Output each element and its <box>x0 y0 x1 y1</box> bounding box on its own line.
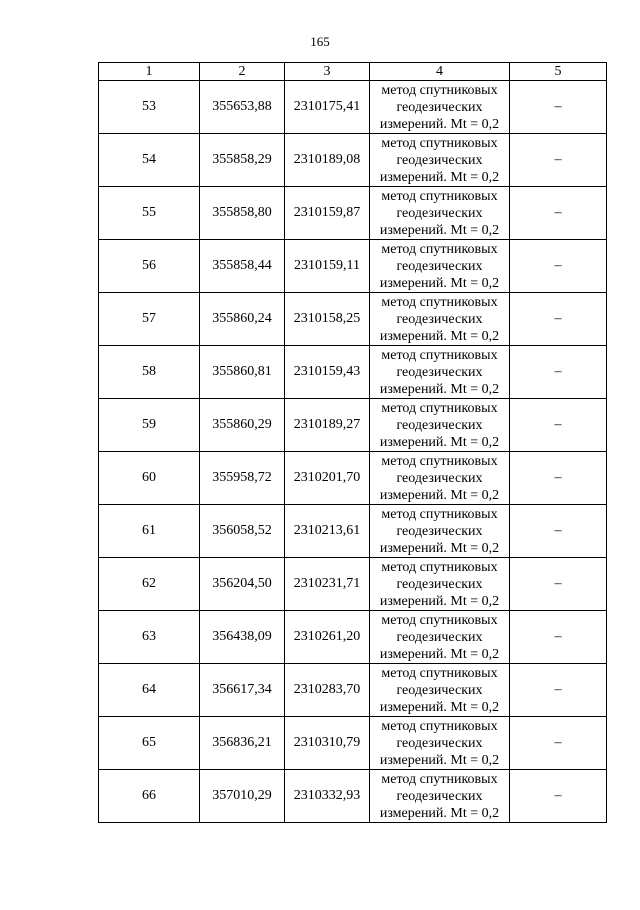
point-number-cell: 60 <box>99 452 200 505</box>
method-cell <box>370 346 510 399</box>
table-row <box>99 293 607 346</box>
note-cell: – <box>510 81 607 134</box>
method-cell <box>370 770 510 823</box>
point-number-cell: 63 <box>99 611 200 664</box>
table-row <box>99 664 607 717</box>
note-cell: – <box>510 240 607 293</box>
y-coordinate-cell: 2310189,27 <box>285 399 370 452</box>
method-line: геодезических <box>396 152 483 168</box>
table-row <box>99 240 607 293</box>
x-coordinate-cell: 356204,50 <box>200 558 285 611</box>
method-line: геодезических <box>396 470 483 486</box>
method-line: геодезических <box>396 205 483 221</box>
point-number-cell: 55 <box>99 187 200 240</box>
y-coordinate-cell: 2310159,11 <box>285 240 370 293</box>
note-cell: – <box>510 664 607 717</box>
method-line: геодезических <box>396 311 483 327</box>
point-number-cell: 59 <box>99 399 200 452</box>
table-row <box>99 717 607 770</box>
y-coordinate-cell: 2310231,71 <box>285 558 370 611</box>
method-line: измерений. Mt = 0,2 <box>379 646 500 662</box>
method-line: измерений. Mt = 0,2 <box>379 328 500 344</box>
point-number-cell: 66 <box>99 770 200 823</box>
method-cell <box>370 399 510 452</box>
method-line: измерений. Mt = 0,2 <box>379 752 500 768</box>
table-row <box>99 611 607 664</box>
note-cell: – <box>510 452 607 505</box>
method-line: метод спутниковых <box>381 347 498 363</box>
method-line: измерений. Mt = 0,2 <box>379 593 500 609</box>
column-header-1: 1 <box>99 63 200 81</box>
x-coordinate-cell: 356617,34 <box>200 664 285 717</box>
table-row <box>99 81 607 134</box>
y-coordinate-cell: 2310213,61 <box>285 505 370 558</box>
table-row <box>99 452 607 505</box>
y-coordinate-cell: 2310175,41 <box>285 81 370 134</box>
method-line: метод спутниковых <box>381 400 498 416</box>
table-row <box>99 558 607 611</box>
method-line: измерений. Mt = 0,2 <box>379 540 500 556</box>
point-number-cell: 53 <box>99 81 200 134</box>
x-coordinate-cell: 357010,29 <box>200 770 285 823</box>
note-cell: – <box>510 134 607 187</box>
point-number-cell: 61 <box>99 505 200 558</box>
x-coordinate-cell: 355860,81 <box>200 346 285 399</box>
y-coordinate-cell: 2310159,43 <box>285 346 370 399</box>
method-line: метод спутниковых <box>381 665 498 681</box>
method-cell <box>370 505 510 558</box>
point-number-cell: 65 <box>99 717 200 770</box>
method-line: геодезических <box>396 788 483 804</box>
method-cell <box>370 134 510 187</box>
x-coordinate-cell: 355860,24 <box>200 293 285 346</box>
method-line: измерений. Mt = 0,2 <box>379 116 500 132</box>
method-cell <box>370 664 510 717</box>
method-line: метод спутниковых <box>381 612 498 628</box>
method-cell <box>370 187 510 240</box>
method-line: метод спутниковых <box>381 241 498 257</box>
table-row <box>99 134 607 187</box>
method-line: метод спутниковых <box>381 453 498 469</box>
column-header-3: 3 <box>285 63 370 81</box>
method-line: измерений. Mt = 0,2 <box>379 381 500 397</box>
y-coordinate-cell: 2310332,93 <box>285 770 370 823</box>
note-cell: – <box>510 717 607 770</box>
method-cell <box>370 240 510 293</box>
method-line: метод спутниковых <box>381 188 498 204</box>
method-line: измерений. Mt = 0,2 <box>379 222 500 238</box>
method-line: геодезических <box>396 735 483 751</box>
method-line: измерений. Mt = 0,2 <box>379 487 500 503</box>
method-cell <box>370 81 510 134</box>
method-line: метод спутниковых <box>381 135 498 151</box>
note-cell: – <box>510 293 607 346</box>
method-line: геодезических <box>396 523 483 539</box>
method-line: измерений. Mt = 0,2 <box>379 169 500 185</box>
x-coordinate-cell: 355958,72 <box>200 452 285 505</box>
method-line: метод спутниковых <box>381 82 498 98</box>
method-line: измерений. Mt = 0,2 <box>379 699 500 715</box>
method-line: метод спутниковых <box>381 771 498 787</box>
column-header-4: 4 <box>370 63 510 81</box>
x-coordinate-cell: 355858,29 <box>200 134 285 187</box>
method-line: метод спутниковых <box>381 294 498 310</box>
table-row <box>99 505 607 558</box>
x-coordinate-cell: 356438,09 <box>200 611 285 664</box>
method-line: геодезических <box>396 576 483 592</box>
y-coordinate-cell: 2310283,70 <box>285 664 370 717</box>
table-row <box>99 346 607 399</box>
method-line: метод спутниковых <box>381 559 498 575</box>
header-row <box>99 63 607 81</box>
method-line: измерений. Mt = 0,2 <box>379 434 500 450</box>
method-cell <box>370 293 510 346</box>
x-coordinate-cell: 356836,21 <box>200 717 285 770</box>
point-number-cell: 58 <box>99 346 200 399</box>
method-line: измерений. Mt = 0,2 <box>379 805 500 821</box>
x-coordinate-cell: 355653,88 <box>200 81 285 134</box>
method-cell <box>370 717 510 770</box>
table-row <box>99 399 607 452</box>
y-coordinate-cell: 2310261,20 <box>285 611 370 664</box>
x-coordinate-cell: 356058,52 <box>200 505 285 558</box>
note-cell: – <box>510 558 607 611</box>
method-line: геодезических <box>396 682 483 698</box>
x-coordinate-cell: 355858,80 <box>200 187 285 240</box>
note-cell: – <box>510 611 607 664</box>
note-cell: – <box>510 346 607 399</box>
y-coordinate-cell: 2310201,70 <box>285 452 370 505</box>
point-number-cell: 54 <box>99 134 200 187</box>
method-line: геодезических <box>396 417 483 433</box>
note-cell: – <box>510 505 607 558</box>
method-line: геодезических <box>396 629 483 645</box>
y-coordinate-cell: 2310310,79 <box>285 717 370 770</box>
method-cell <box>370 558 510 611</box>
note-cell: – <box>510 770 607 823</box>
method-cell <box>370 611 510 664</box>
page-number: 165 <box>310 34 330 49</box>
method-line: геодезических <box>396 364 483 380</box>
point-number-cell: 56 <box>99 240 200 293</box>
column-header-2: 2 <box>200 63 285 81</box>
column-header-5: 5 <box>510 63 607 81</box>
method-line: геодезических <box>396 99 483 115</box>
table-row <box>99 770 607 823</box>
x-coordinate-cell: 355860,29 <box>200 399 285 452</box>
method-line: измерений. Mt = 0,2 <box>379 275 500 291</box>
method-line: метод спутниковых <box>381 718 498 734</box>
method-line: геодезических <box>396 258 483 274</box>
method-cell <box>370 452 510 505</box>
point-number-cell: 64 <box>99 664 200 717</box>
point-number-cell: 57 <box>99 293 200 346</box>
coordinates-table <box>98 62 607 823</box>
table-row <box>99 187 607 240</box>
y-coordinate-cell: 2310159,87 <box>285 187 370 240</box>
y-coordinate-cell: 2310158,25 <box>285 293 370 346</box>
y-coordinate-cell: 2310189,08 <box>285 134 370 187</box>
note-cell: – <box>510 187 607 240</box>
method-line: метод спутниковых <box>381 506 498 522</box>
note-cell: – <box>510 399 607 452</box>
x-coordinate-cell: 355858,44 <box>200 240 285 293</box>
point-number-cell: 62 <box>99 558 200 611</box>
